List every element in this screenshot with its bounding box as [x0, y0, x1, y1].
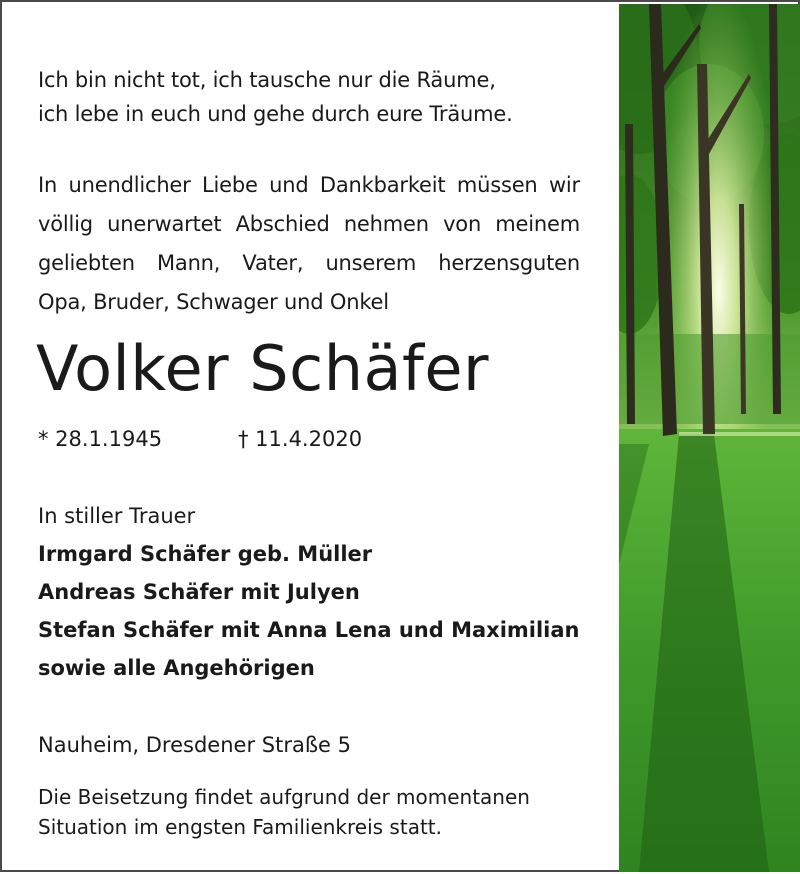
deceased-name: Volker Schäfer	[36, 332, 489, 405]
announcement-line: Opa, Bruder, Schwager und Onkel	[38, 290, 389, 314]
announcement-line: In unendlicher Liebe und Dankbarkeit müssen wir	[38, 173, 580, 197]
announcement-line: geliebten Mann, Vater, unserem herzensguten	[38, 251, 580, 275]
text-column	[2, 2, 614, 874]
poem-line: Ich bin nicht tot, ich tausche nur die Räume,	[38, 68, 496, 92]
notice-line: Die Beisetzung findet aufgrund der momentanen	[38, 785, 530, 809]
mourners	[38, 497, 580, 687]
mourner-name: Andreas Schäfer mit Julyen	[38, 580, 360, 604]
announcement	[38, 166, 580, 322]
park-trees-photo	[619, 4, 800, 872]
address: Nauheim, Dresdener Straße 5	[38, 733, 352, 757]
mourners-intro: In stiller Trauer	[38, 504, 196, 528]
trees-image	[619, 4, 800, 872]
funeral-notice	[38, 782, 530, 842]
notice-line: Situation im engsten Familienkreis statt.	[38, 815, 442, 839]
poem	[38, 63, 513, 131]
announcement-line: völlig unerwartet Abschied nehmen von meinem	[38, 212, 580, 236]
mourner-name: Stefan Schäfer mit Anna Lena und Maximilian	[38, 618, 580, 642]
mourner-name: Irmgard Schäfer geb. Müller	[38, 542, 373, 566]
poem-line: ich lebe in euch und gehe durch eure Träume.	[38, 102, 513, 126]
birth-date: * 28.1.1945	[38, 427, 163, 451]
death-date: † 11.4.2020	[238, 427, 363, 451]
mourner-name: sowie alle Angehörigen	[38, 656, 315, 680]
